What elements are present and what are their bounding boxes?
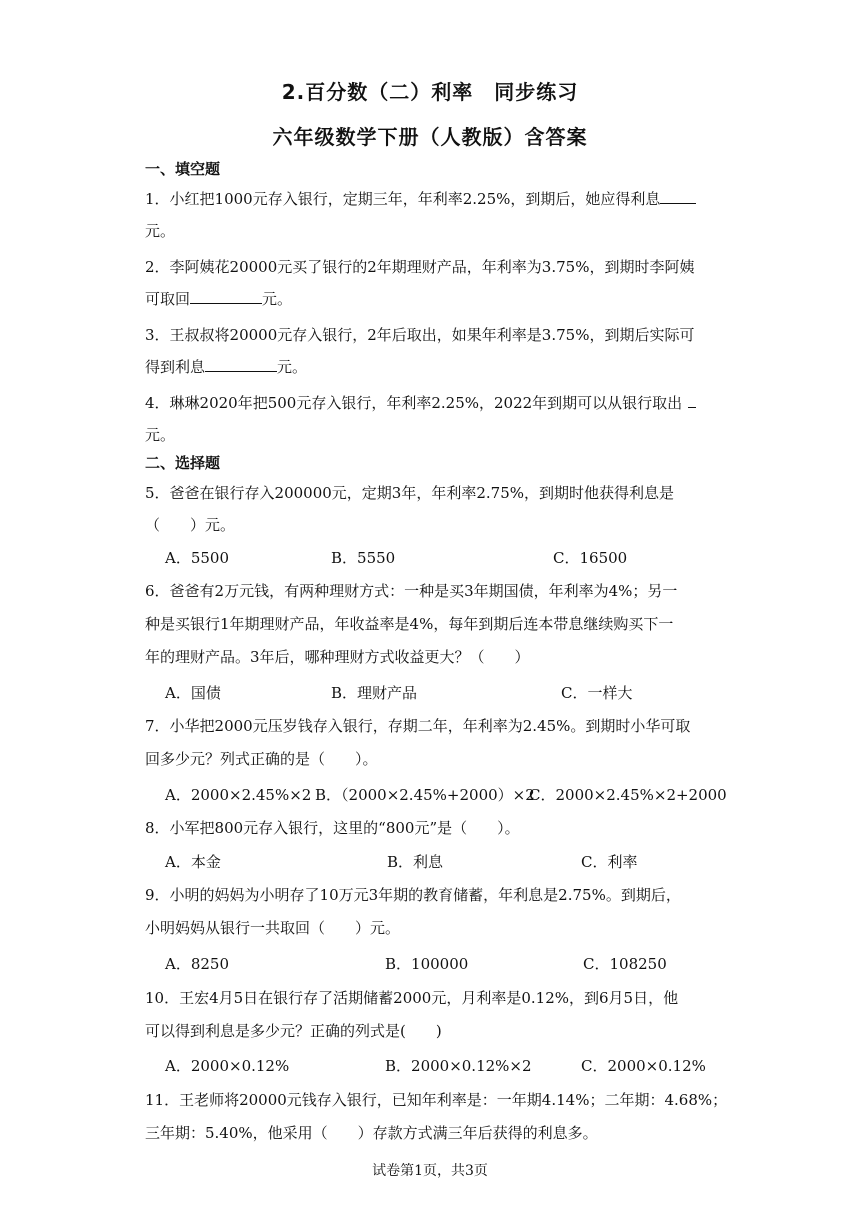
question-7-option-c: C．2000×2.45%×2+2000 (529, 786, 727, 804)
question-text: 元。 (277, 358, 308, 376)
question-7-line-1: 7．小华把2000元压岁钱存入银行，存期二年，年利率为2.45%。到期时小华可取 (145, 717, 691, 735)
page-footer: 试卷第1页，共3页 (372, 1163, 488, 1179)
question-10-option-b: B．2000×0.12%×2 (385, 1057, 532, 1075)
section-heading-choice: 二、选择题 (145, 454, 221, 472)
question-6-option-b: B．理财产品 (331, 684, 418, 702)
question-text: 可取回 (145, 290, 191, 308)
question-7-option-a: A．2000×2.45%×2 (165, 786, 312, 804)
question-6-option-c: C．一样大 (561, 684, 633, 702)
question-8-option-a: A．本金 (165, 853, 221, 871)
question-9-option-a: A．8250 (165, 955, 230, 973)
question-10-line-1: 10．王宏4月5日在银行存了活期储蓄2000元，月利率是0.12%，到6月5日，他 (145, 989, 679, 1007)
question-10-line-2: 可以得到利息是多少元？正确的列式是( ) (145, 1022, 442, 1040)
question-text: 4．琳琳2020年把500元存入银行，年利率2.25%，2022年到期可以从银行取出 (145, 394, 683, 412)
question-10-option-c: C．2000×0.12% (581, 1057, 706, 1075)
question-5-line-1: 5．爸爸在银行存入200000元，定期3年，年利率2.75%，到期时他获得利息是 (145, 484, 675, 502)
question-6-option-a: A．国债 (165, 684, 221, 702)
question-6-line-2: 种是买银行1年期理财产品，年收益率是4%，每年到期后连本带息继续购买下一 (145, 615, 674, 633)
question-9-line-1: 9．小明的妈妈为小明存了10万元3年期的教育储蓄，年利息是2.75%。到期后， (145, 886, 681, 904)
question-2-line-2 (145, 288, 720, 309)
answer-blank (205, 356, 277, 372)
question-11-line-2: 三年期：5.40%，他采用（ ）存款方式满三年后获得的利息多。 (145, 1124, 598, 1142)
question-5-option-a: A．5500 (165, 549, 230, 567)
question-10-option-a: A．2000×0.12% (165, 1057, 290, 1075)
question-2-line-1: 2．李阿姨花20000元买了银行的2年期理财产品，年利率为3.75%，到期时李阿姨 (145, 258, 695, 276)
question-11-line-1: 11．王老师将20000元钱存入银行，已知年利率是：一年期4.14%；二年期：4.68%； (145, 1091, 728, 1109)
document-subtitle: 六年级数学下册（人教版）含答案 (272, 125, 588, 149)
question-5-option-b: B．5550 (331, 549, 396, 567)
question-text: 得到利息 (145, 358, 206, 376)
question-9-option-c: C．108250 (583, 955, 667, 973)
question-4-line-2: 元。 (145, 426, 176, 444)
question-8-option-b: B．利息 (387, 853, 444, 871)
answer-blank (688, 392, 696, 408)
question-5-line-2: （ ）元。 (145, 516, 236, 534)
document-title: 2.百分数（二）利率 同步练习 (281, 80, 579, 104)
section-heading-fill-in: 一、填空题 (145, 160, 221, 178)
question-3-line-2 (145, 356, 720, 377)
question-7-line-2: 回多少元？列式正确的是（ ）。 (145, 750, 378, 768)
question-text: 1．小红把1000元存入银行，定期三年，年利率2.25%，到期后，她应得利息 (145, 190, 661, 208)
question-9-line-2: 小明妈妈从银行一共取回（ ）元。 (145, 919, 401, 937)
question-9-option-b: B．100000 (385, 955, 469, 973)
question-3-line-1: 3．王叔叔将20000元存入银行，2年后取出，如果年利率是3.75%，到期后实际可 (145, 326, 695, 344)
question-6-line-1: 6．爸爸有2万元钱，有两种理财方式：一种是买3年期国债，年利率为4%；另一 (145, 582, 678, 600)
question-7-option-b: B．（2000×2.45%+2000）×2 (315, 786, 535, 804)
answer-blank (660, 188, 696, 204)
question-text: 元。 (262, 290, 293, 308)
question-8-line-1: 8．小军把800元存入银行，这里的“800元”是（ ）。 (145, 819, 520, 837)
question-4-line-1 (145, 392, 720, 413)
question-5-option-c: C．16500 (553, 549, 628, 567)
question-1-line-2: 元。 (145, 222, 176, 240)
answer-blank (190, 288, 262, 304)
question-8-option-c: C．利率 (581, 853, 638, 871)
question-6-line-3: 年的理财产品。3年后，哪种理财方式收益更大？（ ） (145, 648, 530, 666)
question-1-line-1 (145, 188, 720, 209)
